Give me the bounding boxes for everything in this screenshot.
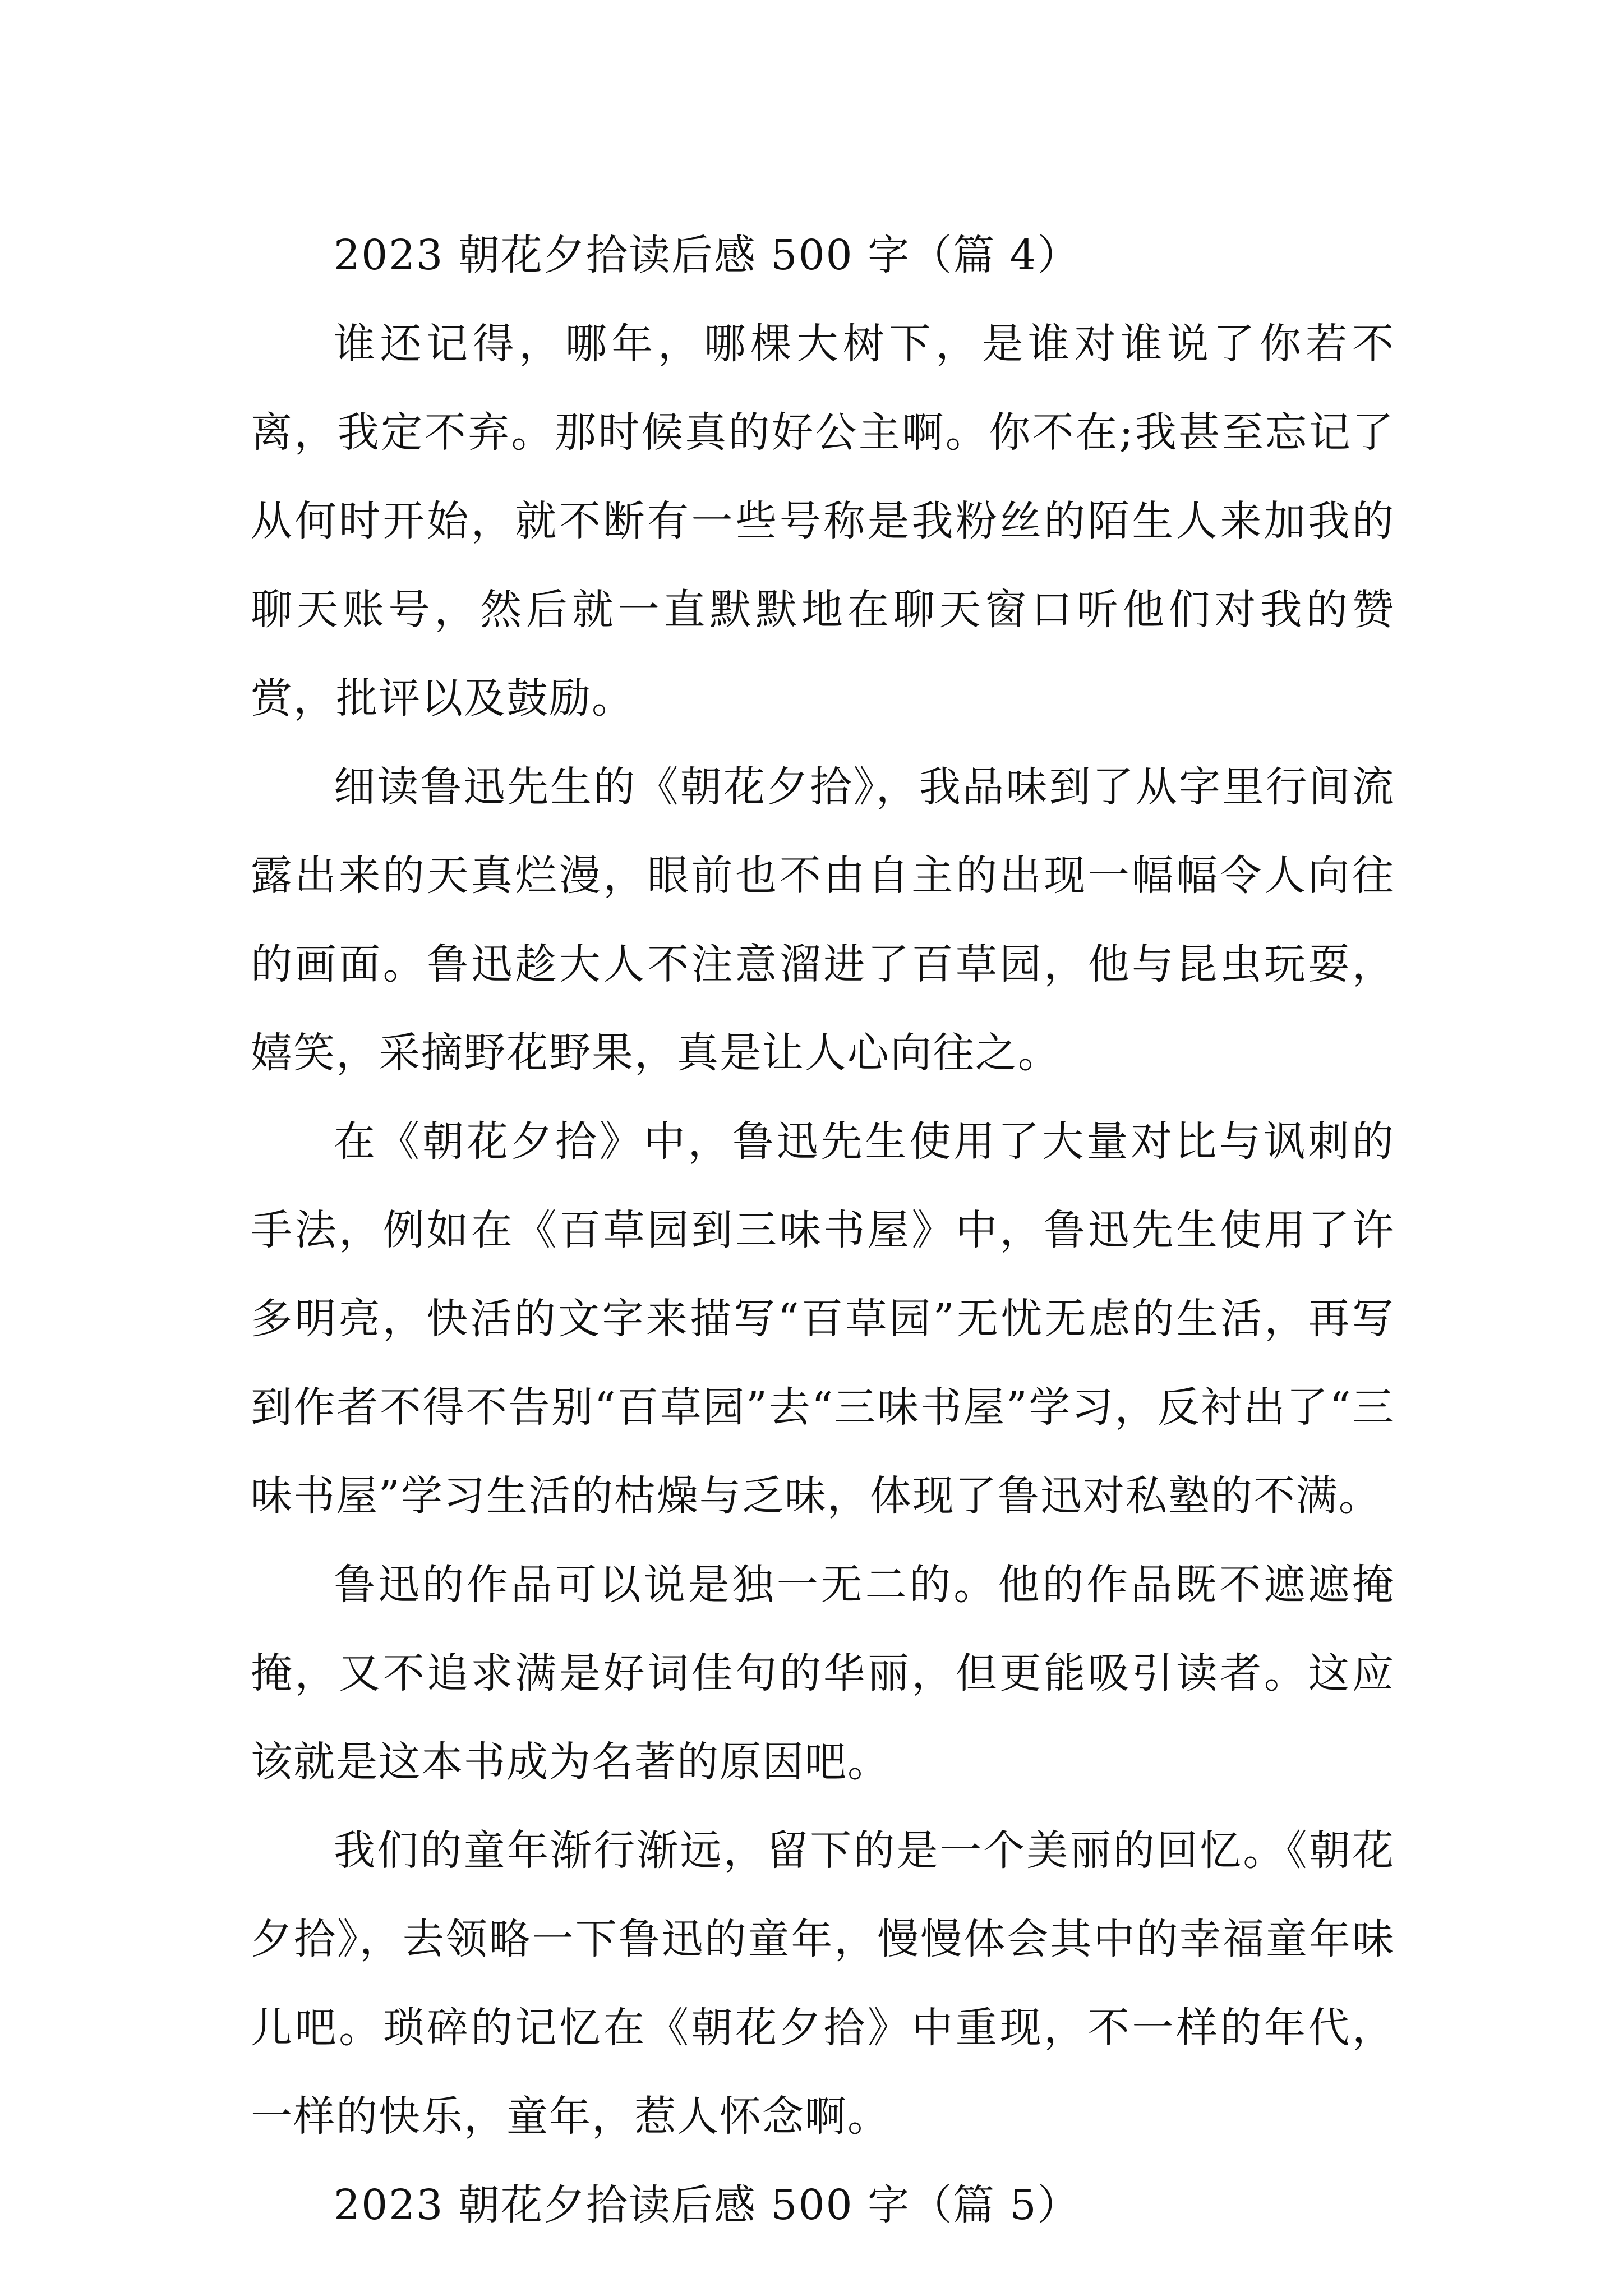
paragraph-5: 我们的童年渐行渐远，留下的是一个美丽的回忆。《朝花夕拾》，去领略一下鲁迅的童年，慢慢体会其中的幸福童年味儿吧。琐碎的记忆在《朝花夕拾》中重现，不一样的年代，一样的快乐，童年，惹人怀念啊。 bbox=[251, 1826, 1395, 2141]
section-heading-4: 2023 朝花夕拾读后感 500 字（篇 4） bbox=[334, 231, 1080, 279]
section-heading-5: 2023 朝花夕拾读后感 500 字（篇 5） bbox=[334, 2181, 1080, 2229]
paragraph-2: 细读鲁迅先生的《朝花夕拾》，我品味到了从字里行间流露出来的天真烂漫，眼前也不由自主的出现一幅幅令人向往的画面。鲁迅趁大人不注意溜进了百草园，他与昆虫玩耍，嬉笑，采摘野花野果，真是让人心向往之。 bbox=[251, 763, 1395, 1077]
paragraph-3: 在《朝花夕拾》中，鲁迅先生使用了大量对比与讽刺的手法，例如在《百草园到三味书屋》中，鲁迅先生使用了许多明亮，快活的文字来描写“百草园”无忧无虑的生活，再写到作者不得不告别“百草园”去“三味书屋”学习，反衬出了“三味书屋”学习生活的枯燥与乏味，体现了鲁迅对私塾的不满。 bbox=[251, 1117, 1395, 1520]
paragraph-1: 谁还记得，哪年，哪棵大树下，是谁对谁说了你若不离，我定不弃。那时候真的好公主啊。你不在;我甚至忘记了从何时开始，就不断有一些号称是我粉丝的陌生人来加我的聊天账号，然后就一直默默地在聊天窗口听他们对我的赞赏，批评以及鼓励。 bbox=[251, 320, 1395, 723]
paragraph-4: 鲁迅的作品可以说是独一无二的。他的作品既不遮遮掩掩，又不追求满是好词佳句的华丽，但更能吸引读者。这应该就是这本书成为名著的原因吧。 bbox=[251, 1561, 1395, 1786]
document-body bbox=[251, 211, 1395, 2249]
